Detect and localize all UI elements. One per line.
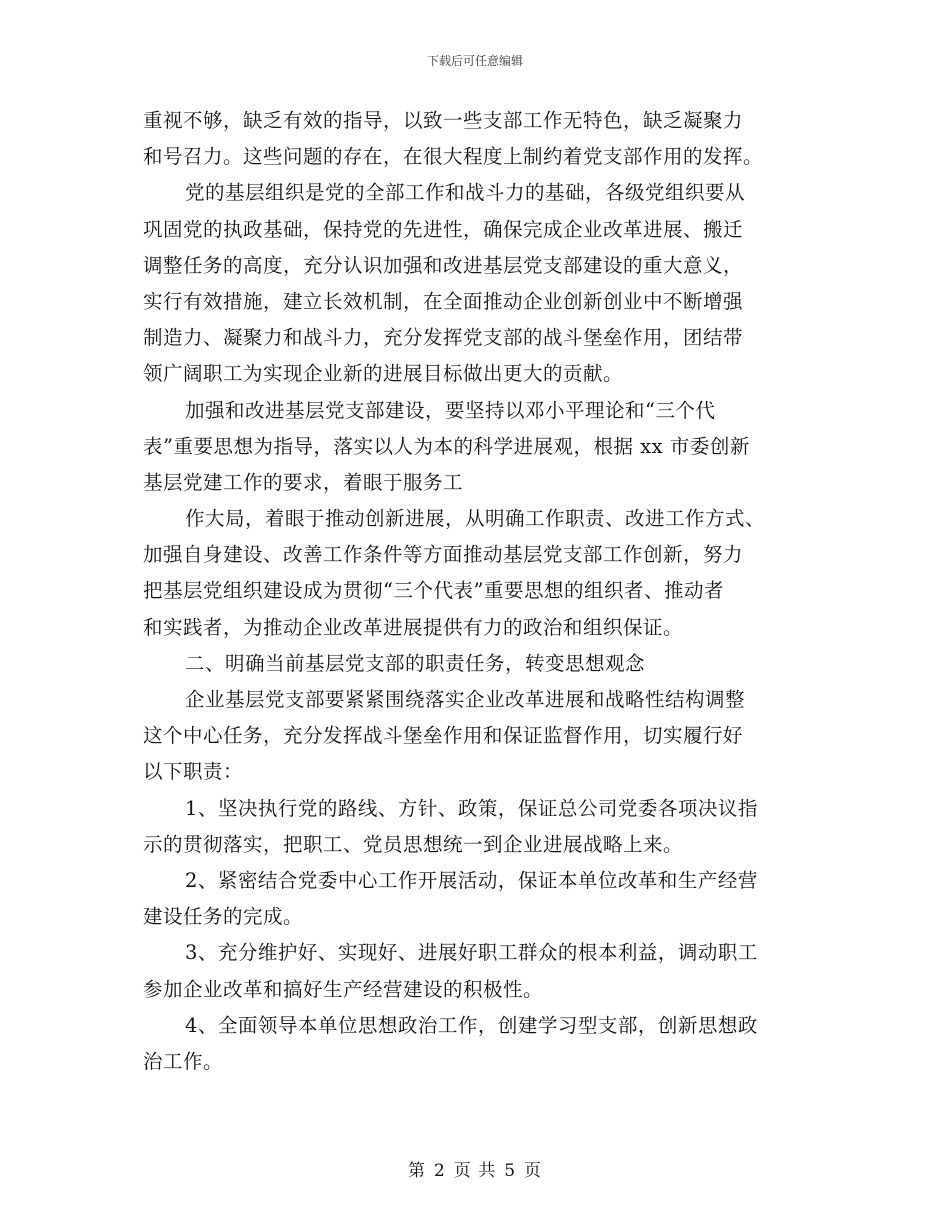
section-heading: 二、明确当前基层党支部的职责任务，转变思想观念 bbox=[185, 651, 646, 675]
list-item-start: 2、紧密结合党委中心工作开展活动，保证本单位改革和生产经营 bbox=[185, 868, 758, 892]
text-line: 参加企业改革和搞好生产经营建设的积极性。 bbox=[143, 977, 544, 1001]
text-line: 重视不够，缺乏有效的指导，以致一些支部工作无特色，缺乏凝聚力 bbox=[143, 109, 744, 132]
text-line: 和实践者，为推动企业改革进展提供有力的政治和组织保证。 bbox=[143, 615, 684, 639]
text-line: 巩固党的执政基础，保持党的先进性，确保完成企业改革进展、搬迁 bbox=[143, 217, 744, 241]
text-line: 调整任务的高度，充分认识加强和改进基层党支部建设的重大意义， bbox=[143, 253, 744, 277]
page-header: 下载后可任意编辑 bbox=[426, 54, 523, 68]
text-line: 治工作。 bbox=[143, 1049, 224, 1073]
text-line: 和号召力。这些问题的存在，在很大程度上制约着党支部作用的发挥。 bbox=[143, 145, 764, 169]
paragraph-start: 作大局，着眼于推动创新进展，从明确工作职责、改进工作方式、 bbox=[185, 507, 766, 531]
footer-suffix: 页 bbox=[524, 1161, 543, 1181]
paragraph-start: 党的基层组织是党的全部工作和战斗力的基础，各级党组织要从 bbox=[185, 181, 746, 205]
paragraph-start: 加强和改进基层党支部建设，要坚持以邓小平理论和“三个代 bbox=[185, 398, 716, 422]
page-footer bbox=[0, 1156, 950, 1181]
list-item-start: 4、全面领导本单位思想政治工作，创建学习型支部，创新思想政 bbox=[185, 1013, 758, 1037]
current-page-number: 2 bbox=[433, 1161, 446, 1181]
text-line: 加强自身建设、改善工作条件等方面推动基层党支部工作创新，努力 bbox=[143, 543, 744, 567]
text-line: 示的贯彻落实，把职工、党员思想统一到企业进展战略上来。 bbox=[143, 832, 684, 856]
text-line: 表”重要思想为指导，落实以人为本的科学进展观，根据 xx 市委创新 bbox=[143, 434, 750, 458]
text-line: 以下职责： bbox=[143, 760, 244, 784]
text-line: 实行有效措施，建立长效机制，在全面推动企业创新创业中不断增强 bbox=[143, 289, 744, 313]
footer-middle: 页 共 bbox=[453, 1161, 497, 1181]
text-line: 这个中心任务，充分发挥战斗堡垒作用和保证监督作用，切实履行好 bbox=[143, 724, 744, 748]
paragraph-start: 企业基层党支部要紧紧围绕落实企业改革进展和战略性结构调整 bbox=[185, 688, 746, 711]
text-line: 制造力、凝聚力和战斗力，充分发挥党支部的战斗堡垒作用，团结带 bbox=[143, 326, 744, 350]
text-line: 把基层党组织建设成为贯彻“三个代表”重要思想的组织者、推动者 bbox=[143, 579, 724, 603]
total-pages-number: 5 bbox=[504, 1161, 517, 1181]
text-line: 建设任务的完成。 bbox=[143, 905, 304, 929]
list-item-start: 3、充分维护好、实现好、进展好职工群众的根本利益，调动职工 bbox=[185, 941, 758, 965]
footer-prefix: 第 bbox=[407, 1161, 426, 1181]
document-body bbox=[143, 103, 813, 1080]
text-line: 领广阔职工为实现企业新的进展目标做出更大的贡献。 bbox=[143, 362, 624, 386]
text-line: 基层党建工作的要求，着眼于服务工 bbox=[143, 470, 464, 494]
list-item-start: 1、坚决执行党的路线、方针、政策，保证总公司党委各项决议指 bbox=[185, 796, 758, 820]
